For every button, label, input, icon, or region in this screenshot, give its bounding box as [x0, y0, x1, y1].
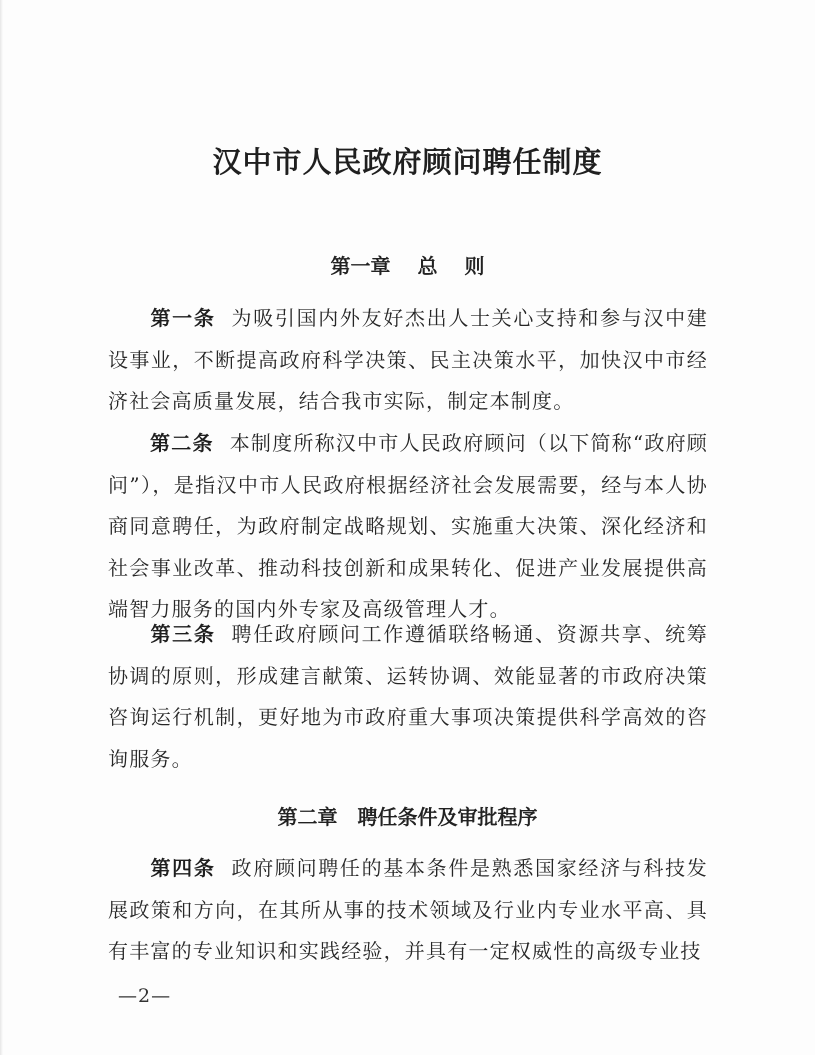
article-2: [108, 423, 708, 631]
page-number: —2—: [118, 985, 172, 1007]
chapter-heading-2: 第二章 聘任条件及审批程序: [277, 805, 538, 829]
chapter-heading-1: 第一章 总 则: [330, 254, 485, 278]
article-text: 聘任政府顾问工作遵循联络畅通、资源共享、统筹协调的原则，形成建言献策、运转协调、效能显著的市政府决策咨询运行机制，更好地为市政府重大事项决策提供科学高效的咨询服务。: [108, 622, 708, 771]
article-label: 第一条: [150, 306, 216, 330]
article-label: 第四条: [150, 856, 216, 880]
article-text: 政府顾问聘任的基本条件是熟悉国家经济与科技发展政策和方向，在其所从事的技术领域及行业内专业水平高、具有丰富的专业知识和实践经验，并具有一定权威性的高级专业技: [108, 856, 708, 963]
article-text: 为吸引国内外友好杰出人士关心支持和参与汉中建设事业，不断提高政府科学决策、民主决策水平，加快汉中市经济社会高质量发展，结合我市实际，制定本制度。: [108, 306, 708, 413]
document-title: 汉中市人民政府顾问聘任制度: [212, 145, 603, 179]
article-label: 第二条: [150, 431, 214, 455]
article-text: 本制度所称汉中市人民政府顾问（以下简称“政府顾问”），是指汉中市人民政府根据经济社会发展需要，经与本人协商同意聘任，为政府制定战略规划、实施重大决策、深化经济和社会事业改革、推动科技创新和成果转化、促进产业发展提供高端智力服务的国内外专家及高级管理人才。: [108, 431, 708, 621]
article-3: [108, 614, 708, 780]
article-label: 第三条: [150, 622, 216, 646]
article-1: [108, 298, 708, 423]
article-4: [108, 848, 708, 973]
